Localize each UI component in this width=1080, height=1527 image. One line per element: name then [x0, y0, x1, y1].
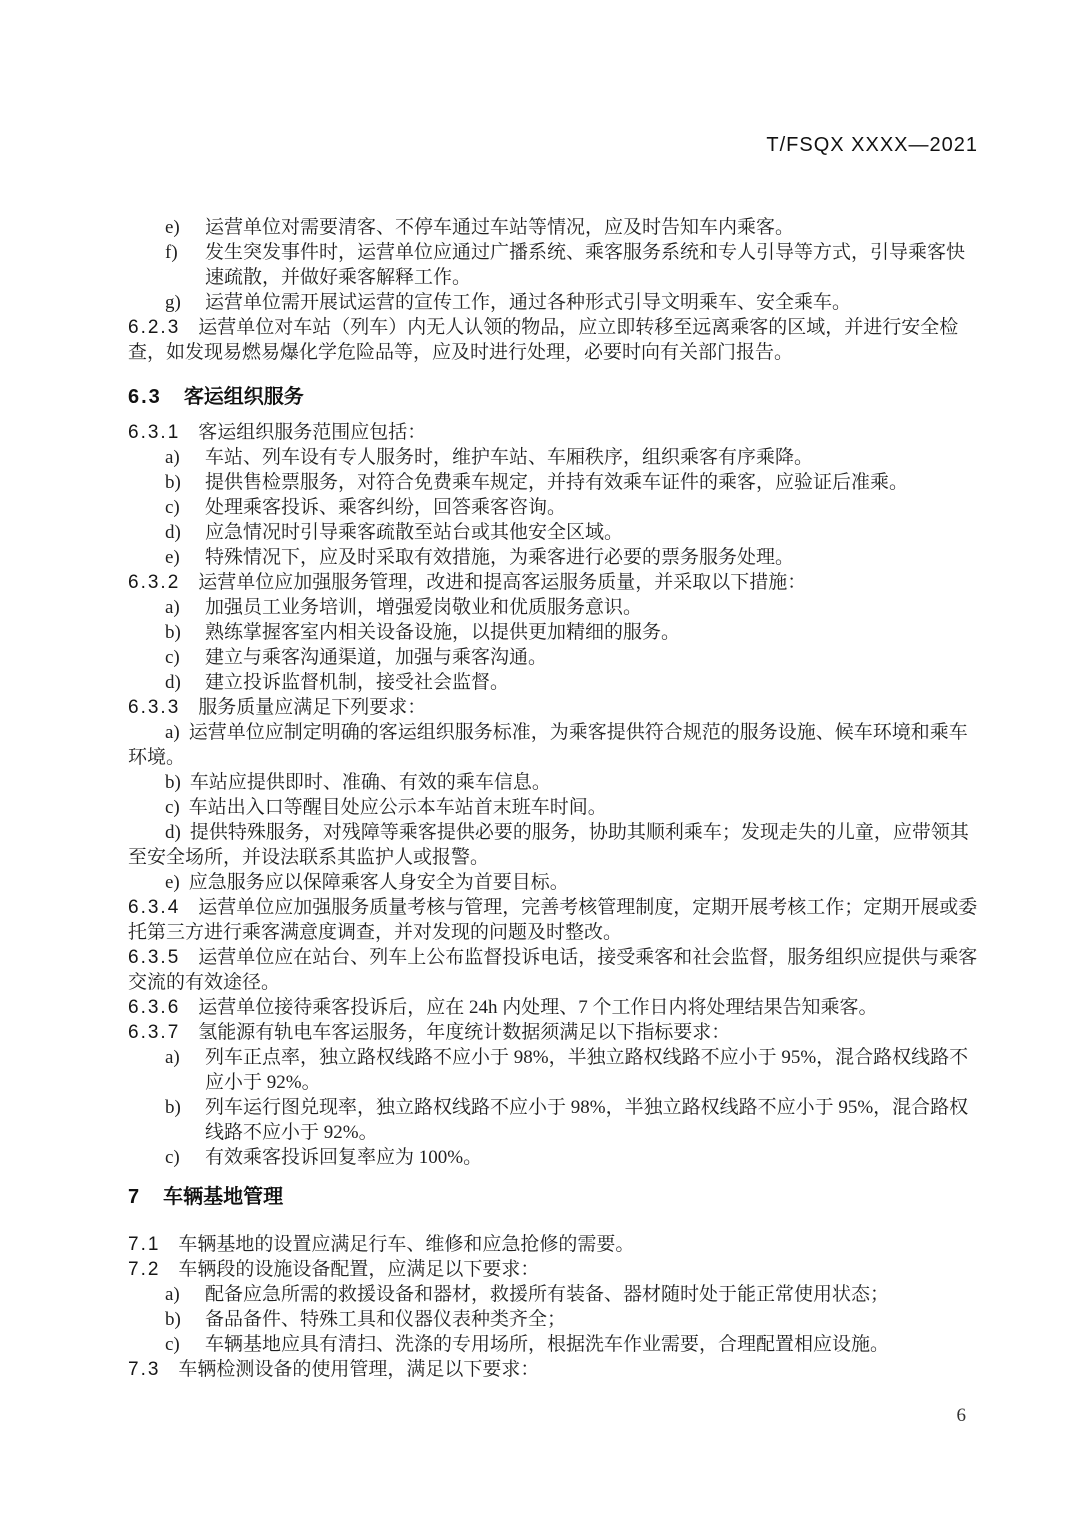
- list-item-text: 列车正点率，独立路权线路不应小于 98%，半独立路权线路不应小于 95%，混合路权线路不应小于 92%。: [205, 1047, 969, 1093]
- list-item-text: 备品备件、特殊工具和仪器仪表种类齐全；: [205, 1309, 567, 1330]
- list-item-label: a): [165, 597, 180, 618]
- clause: [128, 420, 978, 445]
- list-item-label: e): [165, 547, 180, 568]
- list-item: [165, 1307, 978, 1332]
- section-number: 6.3: [128, 386, 162, 408]
- paragraph-item: [128, 870, 978, 895]
- list-item-label: d): [165, 522, 181, 543]
- paragraph-label: d): [165, 822, 181, 843]
- section-title: 客运组织服务: [183, 386, 304, 408]
- clause-number: 6.3.5: [128, 947, 181, 968]
- list-item: [165, 1045, 978, 1095]
- list-item: [165, 1095, 978, 1145]
- list-item: [165, 240, 978, 290]
- list-item: [165, 1145, 978, 1170]
- list-item-text: 应急情况时引导乘客疏散至站台或其他安全区域。: [205, 522, 624, 543]
- list-item: [165, 520, 978, 545]
- paragraph-label: a): [165, 722, 180, 743]
- list-item: [165, 545, 978, 570]
- list-item-label: a): [165, 1284, 180, 1305]
- list-item-label: d): [165, 672, 181, 693]
- clause: [128, 995, 978, 1020]
- doc-code: T/FSQX XXXX—2021: [766, 134, 978, 156]
- list-item-text: 配备应急所需的救援设备和器材，救援所有装备、器材随时处于能正常使用状态；: [205, 1284, 890, 1305]
- section-heading: [128, 385, 978, 410]
- list-item-text: 车辆基地应具有清扫、洗涤的专用场所，根据洗车作业需要，合理配置相应设施。: [205, 1334, 890, 1355]
- list-item: [165, 470, 978, 495]
- paragraph-item: [128, 770, 978, 795]
- clause-text: 车辆段的设施设备配置，应满足以下要求：: [178, 1259, 540, 1280]
- clause-text: 车辆检测设备的使用管理，满足以下要求：: [178, 1359, 540, 1380]
- clause-text: 运营单位应加强服务管理，改进和提高客运服务质量，并采取以下措施：: [198, 572, 807, 593]
- paragraph-item: [128, 795, 978, 820]
- list-item-label: c): [165, 497, 180, 518]
- list-item-text: 运营单位对需要清客、不停车通过车站等情况，应及时告知车内乘客。: [205, 217, 795, 238]
- clause-number: 7.3: [128, 1359, 161, 1380]
- list-item: [165, 495, 978, 520]
- clause: [128, 945, 978, 995]
- paragraph-label: b): [165, 772, 181, 793]
- section-number: 7: [128, 1186, 142, 1208]
- clause-text: 车辆基地的设置应满足行车、维修和应急抢修的需要。: [178, 1234, 635, 1255]
- list-item-label: a): [165, 447, 180, 468]
- page-number: 6: [956, 1405, 966, 1426]
- clause: [128, 1357, 978, 1382]
- list-item-label: f): [165, 242, 178, 263]
- list-item-text: 特殊情况下，应及时采取有效措施，为乘客进行必要的票务服务处理。: [205, 547, 795, 568]
- clause-number: 6.3.6: [128, 997, 181, 1018]
- section-title: 车辆基地管理: [163, 1186, 284, 1208]
- clause-text: 氢能源有轨电车客运服务，年度统计数据须满足以下指标要求：: [198, 1022, 731, 1043]
- list-item: [165, 215, 978, 240]
- clause-text: 运营单位对车站（列车）内无人认领的物品，应立即转移至远离乘客的区域，并进行安全检查，如发现易燃易爆化学危险品等，应及时进行处理，必要时向有关部门报告。: [128, 317, 959, 363]
- clause-number: 6.2.3: [128, 317, 181, 338]
- list-item-label: c): [165, 647, 180, 668]
- list-item: [165, 290, 978, 315]
- list-item-label: b): [165, 472, 181, 493]
- clause-number: 6.3.7: [128, 1022, 181, 1043]
- list-item-text: 有效乘客投诉回复率应为 100%。: [205, 1147, 483, 1168]
- paragraph-label: e): [165, 872, 180, 893]
- paragraph-item: [128, 820, 978, 870]
- document-body: [128, 215, 978, 1382]
- list-item-text: 车站、列车设有专人服务时，维护车站、车厢秩序，组织乘客有序乘降。: [205, 447, 814, 468]
- paragraph-item: [128, 720, 978, 770]
- paragraph-text: 提供特殊服务，对残障等乘客提供必要的服务，协助其顺利乘车；发现走失的儿童，应带领其至安全场所，并设法联系其监护人或报警。: [128, 822, 969, 868]
- paragraph-text: 车站应提供即时、准确、有效的乘车信息。: [189, 772, 551, 793]
- list-item-text: 熟练掌握客室内相关设备设施，以提供更加精细的服务。: [205, 622, 681, 643]
- paragraph-text: 应急服务应以保障乘客人身安全为首要目标。: [188, 872, 569, 893]
- clause-number: 6.3.3: [128, 697, 181, 718]
- clause: [128, 895, 978, 945]
- list-item-label: c): [165, 1334, 180, 1355]
- clause: [128, 570, 978, 595]
- clause-text: 运营单位应加强服务质量考核与管理，完善考核管理制度，定期开展考核工作；定期开展或委托第三方进行乘客满意度调查，并对发现的问题及时整改。: [128, 897, 978, 943]
- list-item: [165, 1282, 978, 1307]
- clause-text: 运营单位应在站台、列车上公布监督投诉电话，接受乘客和社会监督，服务组织应提供与乘客交流的有效途径。: [128, 947, 978, 993]
- list-item: [165, 595, 978, 620]
- list-item-label: b): [165, 1309, 181, 1330]
- clause-number: 6.3.2: [128, 572, 181, 593]
- clause: [128, 695, 978, 720]
- paragraph-label: c): [165, 797, 180, 818]
- clause: [128, 1020, 978, 1045]
- list-item: [165, 1332, 978, 1357]
- section-heading: [128, 1185, 978, 1210]
- list-item-label: g): [165, 292, 181, 313]
- list-item-text: 建立与乘客沟通渠道，加强与乘客沟通。: [205, 647, 548, 668]
- list-item-text: 提供售检票服务，对符合免费乘车规定，并持有效乘车证件的乘客，应验证后准乘。: [205, 472, 909, 493]
- list-item-label: b): [165, 622, 181, 643]
- list-item: [165, 620, 978, 645]
- list-item-text: 运营单位需开展试运营的宣传工作，通过各种形式引导文明乘车、安全乘车。: [205, 292, 852, 313]
- paragraph-text: 车站出入口等醒目处应公示本车站首末班车时间。: [188, 797, 607, 818]
- clause: [128, 1232, 978, 1257]
- clause-number: 7.2: [128, 1259, 161, 1280]
- list-item-label: b): [165, 1097, 181, 1118]
- list-item: [165, 445, 978, 470]
- list-item-text: 处理乘客投诉、乘客纠纷，回答乘客咨询。: [205, 497, 567, 518]
- clause-text: 运营单位接待乘客投诉后，应在 24h 内处理、7 个工作日内将处理结果告知乘客。: [198, 997, 878, 1018]
- clause-text: 客运组织服务范围应包括：: [198, 422, 427, 443]
- clause-text: 服务质量应满足下列要求：: [198, 697, 427, 718]
- clause: [128, 315, 978, 365]
- list-item-text: 列车运行图兑现率，独立路权线路不应小于 98%，半独立路权线路不应小于 95%，混合路权线路不应小于 92%。: [205, 1097, 969, 1143]
- clause-number: 6.3.4: [128, 897, 181, 918]
- clause-number: 6.3.1: [128, 422, 181, 443]
- list-item: [165, 670, 978, 695]
- list-item-text: 建立投诉监督机制，接受社会监督。: [205, 672, 510, 693]
- list-item-text: 加强员工业务培训，增强爱岗敬业和优质服务意识。: [205, 597, 643, 618]
- clause: [128, 1257, 978, 1282]
- list-item-label: e): [165, 217, 180, 238]
- paragraph-text: 运营单位应制定明确的客运组织服务标准，为乘客提供符合规范的服务设施、候车环境和乘车环境。: [128, 722, 968, 768]
- list-item-text: 发生突发事件时，运营单位应通过广播系统、乘客服务系统和专人引导等方式，引导乘客快速疏散，并做好乘客解释工作。: [205, 242, 966, 288]
- list-item-label: a): [165, 1047, 180, 1068]
- clause-number: 7.1: [128, 1234, 161, 1255]
- list-item-label: c): [165, 1147, 180, 1168]
- list-item: [165, 645, 978, 670]
